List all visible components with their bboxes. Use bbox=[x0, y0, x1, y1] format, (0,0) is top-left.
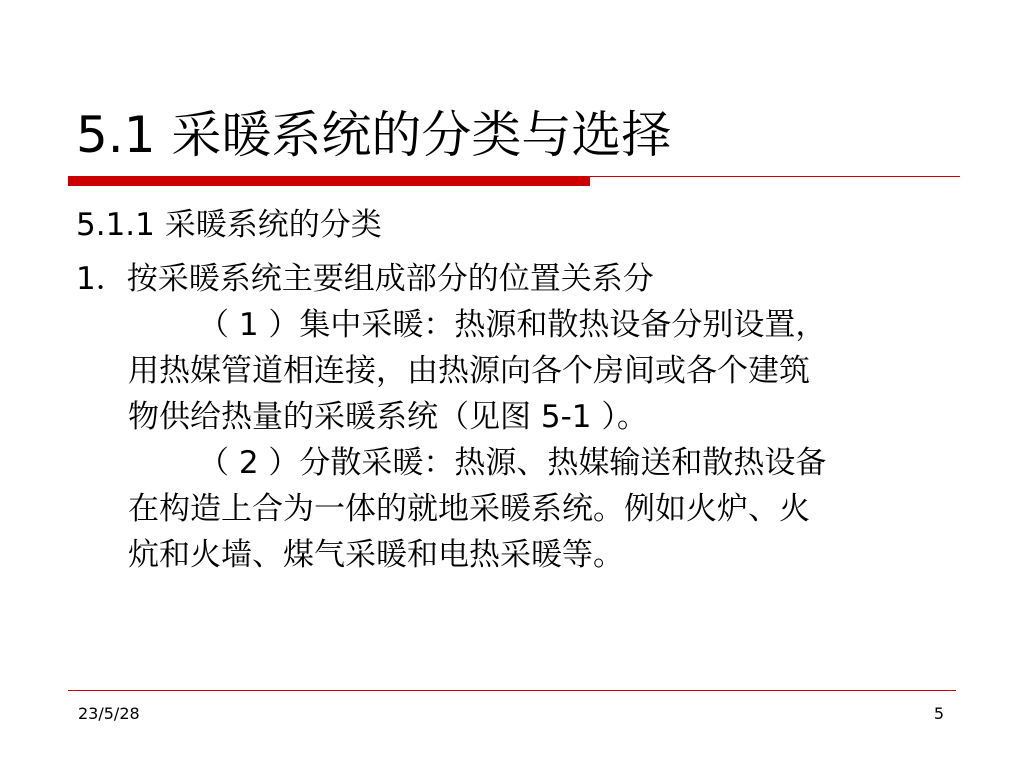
paragraph-line: 在构造上合为一体的就地采暖系统。例如火炉、火 bbox=[128, 491, 810, 527]
paragraph-centralized-heating bbox=[128, 302, 826, 440]
paragraph-local-heating bbox=[128, 440, 826, 578]
paragraph-line: （ 1 ）集中采暖：热源和散热设备分别设置， bbox=[198, 307, 827, 343]
paragraph-line: 炕和火墙、煤气采暖和电热采暖等。 bbox=[128, 537, 624, 573]
paragraph-line: 用热媒管道相连接，由热源向各个房间或各个建筑 bbox=[128, 353, 810, 389]
footer-divider bbox=[68, 690, 956, 691]
page-number: 5 bbox=[933, 704, 944, 723]
slide-title: 5.1 采暖系统的分类与选择 bbox=[76, 106, 672, 164]
paragraph-line: （ 2 ）分散采暖：热源、热媒输送和散热设备 bbox=[198, 445, 827, 481]
paragraph-line: 物供给热量的采暖系统（见图 5-1 ）。 bbox=[128, 399, 648, 435]
list-item-1: 1．按采暖系统主要组成部分的位置关系分 bbox=[76, 261, 654, 297]
footer-date: 23/5/28 bbox=[78, 704, 140, 723]
section-subheading: 5.1.1 采暖系统的分类 bbox=[76, 207, 382, 243]
title-underline-rule bbox=[590, 176, 960, 177]
title-underline-bar bbox=[68, 176, 590, 186]
